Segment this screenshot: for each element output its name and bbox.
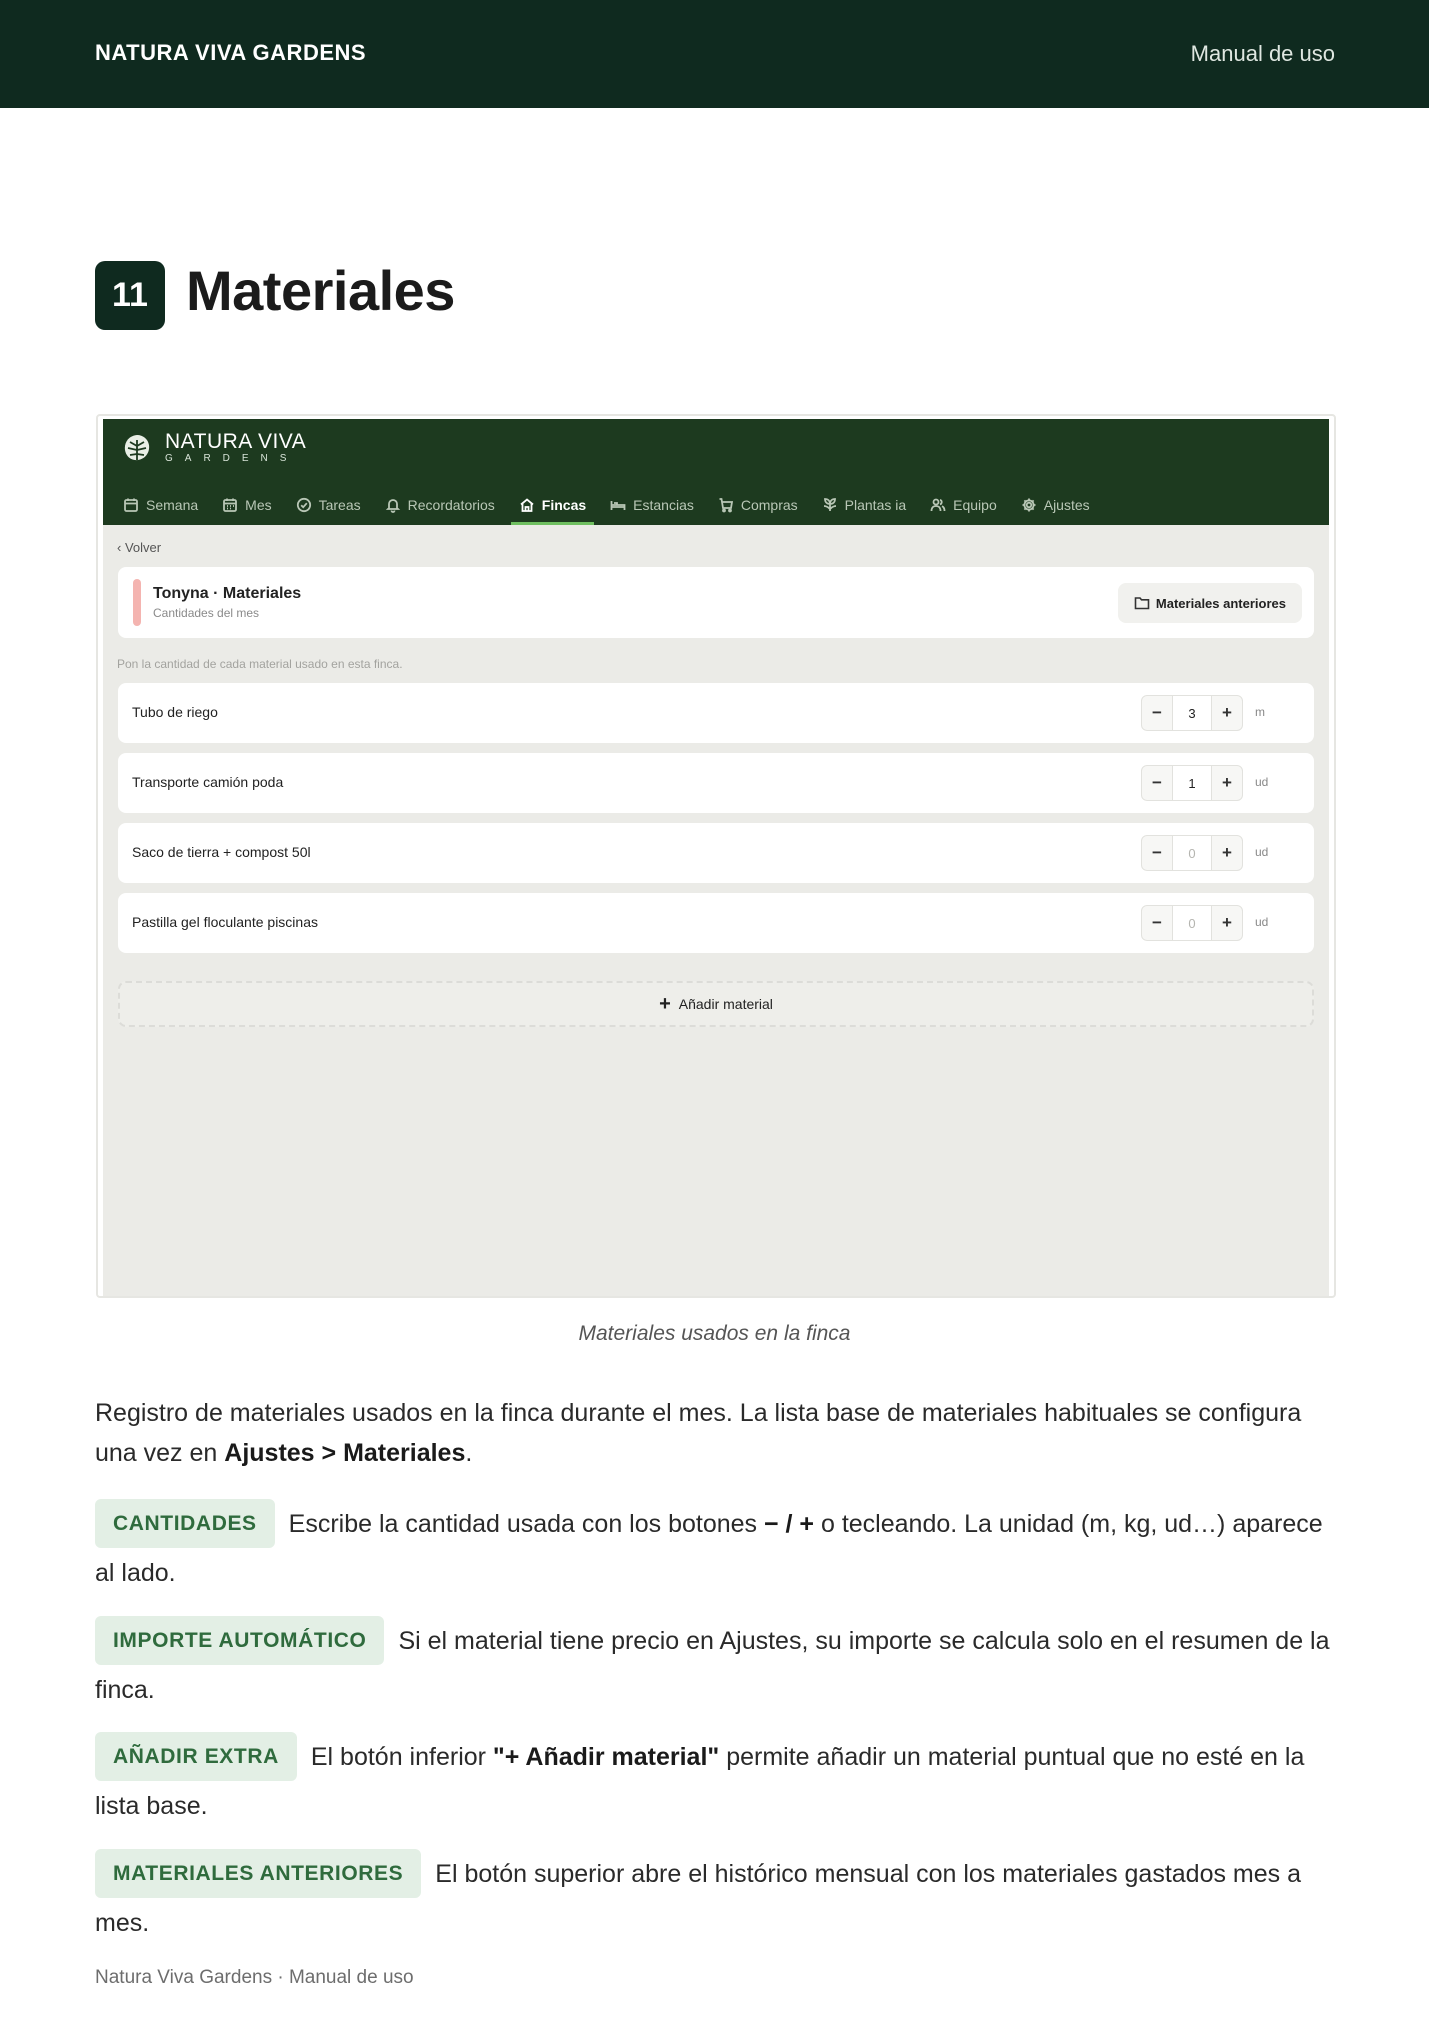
- feature-tag: MATERIALES ANTERIORES: [95, 1849, 421, 1898]
- cart-icon: [718, 497, 734, 513]
- farm-header-card: [118, 567, 1314, 638]
- plant-icon: [822, 497, 838, 513]
- material-name: Pastilla gel floculante piscinas: [132, 914, 318, 930]
- nav-tab-label: Estancias: [633, 497, 694, 513]
- figure-caption: Materiales usados en la finca: [578, 1322, 851, 1345]
- farm-color-bar: [133, 579, 141, 626]
- nav-tab-tareas[interactable]: [284, 485, 373, 525]
- app-topbar: [103, 419, 1329, 525]
- home-icon: [519, 497, 535, 513]
- section-title: Materiales: [186, 259, 455, 322]
- quantity-input[interactable]: 3: [1172, 696, 1212, 730]
- add-material-label: Añadir material: [678, 996, 773, 1012]
- increment-button[interactable]: +: [1222, 703, 1232, 722]
- quantity-stepper: [1141, 835, 1243, 871]
- nav-tab-semana[interactable]: [111, 485, 210, 525]
- nav-tab-label: Ajustes: [1043, 497, 1090, 513]
- feature-item: [95, 1618, 1335, 1713]
- increment-button[interactable]: +: [1222, 913, 1232, 932]
- intro-paragraph: [95, 1393, 1335, 1473]
- decrement-button[interactable]: −: [1152, 703, 1162, 722]
- nav-tab-equipo[interactable]: [918, 485, 1009, 525]
- app-window: [103, 419, 1329, 1297]
- plus-icon: +: [659, 993, 671, 1015]
- nav-tab-label: Plantas ia: [844, 497, 907, 513]
- team-icon: [930, 497, 946, 513]
- previous-materials-button[interactable]: [1118, 583, 1302, 623]
- bell-icon: [385, 497, 401, 513]
- monstera-leaf-icon: [121, 432, 153, 464]
- quantity-stepper: [1141, 765, 1243, 801]
- material-name: Transporte camión poda: [132, 774, 284, 790]
- decrement-button[interactable]: −: [1152, 843, 1162, 862]
- feature-bold: − / +: [763, 1510, 815, 1539]
- document-type: Manual de uso: [1190, 41, 1335, 66]
- nav-tab-plantas-ia[interactable]: [810, 485, 918, 525]
- check-circle-icon: [296, 497, 312, 513]
- app-screenshot-frame: [96, 414, 1336, 1298]
- intro-text-end: .: [465, 1439, 473, 1467]
- feature-text-end: permite añadir un material puntual que no esté en la lista base.: [95, 1743, 1305, 1820]
- app-logo[interactable]: [121, 431, 306, 465]
- nav-tab-label: Fincas: [541, 497, 587, 513]
- brand-name: NATURA VIVA GARDENS: [95, 40, 367, 65]
- nav-tab-label: Recordatorios: [407, 497, 495, 513]
- folder-icon: [1134, 596, 1150, 610]
- quantity-stepper: [1141, 695, 1243, 731]
- material-name: Saco de tierra + compost 50l: [132, 844, 311, 860]
- nav-tab-compras[interactable]: [706, 485, 810, 525]
- farm-title: Tonyna · Materiales: [153, 585, 302, 602]
- nav-tab-label: Mes: [245, 497, 272, 513]
- feature-tag: AÑADIR EXTRA: [95, 1732, 297, 1781]
- gear-icon: [1021, 497, 1037, 513]
- feature-text-end: o tecleando. La unidad (m, kg, ud…) aparece al lado.: [95, 1510, 1323, 1587]
- feature-tag: CANTIDADES: [95, 1499, 275, 1548]
- feature-item: [95, 1734, 1335, 1829]
- feature-tag: IMPORTE AUTOMÁTICO: [95, 1616, 384, 1665]
- nav-tab-label: Equipo: [953, 497, 997, 513]
- material-row: [118, 753, 1314, 813]
- farm-subtitle: Cantidades del mes: [153, 606, 260, 620]
- quantity-input[interactable]: 1: [1172, 766, 1212, 800]
- add-material-button[interactable]: [118, 981, 1314, 1027]
- feature-text: Escribe la cantidad usada con los botones: [288, 1510, 764, 1539]
- intro-bold: Ajustes > Materiales: [224, 1439, 466, 1467]
- instructions-hint: Pon la cantidad de cada material usado en esta finca.: [117, 657, 403, 671]
- increment-button[interactable]: +: [1222, 773, 1232, 792]
- page-header: [0, 0, 1429, 108]
- decrement-button[interactable]: −: [1152, 913, 1162, 932]
- bed-icon: [610, 497, 626, 513]
- calendar-month-icon: [222, 497, 238, 513]
- increment-button[interactable]: +: [1222, 843, 1232, 862]
- nav-tab-label: Semana: [146, 497, 199, 513]
- calendar-week-icon: [123, 497, 139, 513]
- intro-text: Registro de materiales usados en la finca durante el mes. La lista base de materiales habituales se configura una vez en: [95, 1399, 1302, 1467]
- material-row: [118, 823, 1314, 883]
- quantity-input[interactable]: 0: [1172, 836, 1212, 870]
- nav-tab-label: Tareas: [318, 497, 361, 513]
- decrement-button[interactable]: −: [1152, 773, 1162, 792]
- nav-tab-fincas[interactable]: [507, 485, 598, 525]
- feature-text: El botón superior abre el histórico mensual con los materiales gastados mes a mes.: [95, 1860, 1302, 1937]
- quantity-input[interactable]: 0: [1172, 906, 1212, 940]
- material-name: Tubo de riego: [132, 704, 218, 720]
- nav-tab-recordatorios[interactable]: [373, 485, 507, 525]
- unit-label: m: [1255, 705, 1265, 719]
- material-row: [118, 893, 1314, 953]
- feature-text: El botón inferior: [310, 1743, 493, 1772]
- back-link[interactable]: ‹ Volver: [117, 540, 162, 555]
- feature-item: [95, 1501, 1335, 1596]
- unit-label: ud: [1255, 915, 1269, 929]
- unit-label: ud: [1255, 845, 1269, 859]
- quantity-stepper: [1141, 905, 1243, 941]
- feature-text: Si el material tiene precio en Ajustes, su importe se calcula solo en el resumen de la finca.: [95, 1627, 1330, 1704]
- material-row: [118, 683, 1314, 743]
- app-nav: [111, 485, 1102, 525]
- nav-tab-mes[interactable]: [210, 485, 283, 525]
- nav-tab-ajustes[interactable]: [1009, 485, 1102, 525]
- app-logo-subtitle: GARDENS: [165, 453, 299, 464]
- feature-bold: "+ Añadir material": [492, 1743, 720, 1772]
- app-logo-title: NATURA VIVA: [165, 430, 307, 453]
- unit-label: ud: [1255, 775, 1269, 789]
- nav-tab-estancias[interactable]: [598, 485, 706, 525]
- page-footer: Natura Viva Gardens · Manual de uso: [95, 1967, 414, 1988]
- feature-item: [95, 1851, 1335, 1946]
- section-number-badge: 11: [95, 261, 165, 330]
- previous-materials-label: Materiales anteriores: [1155, 595, 1286, 611]
- nav-tab-label: Compras: [740, 497, 798, 513]
